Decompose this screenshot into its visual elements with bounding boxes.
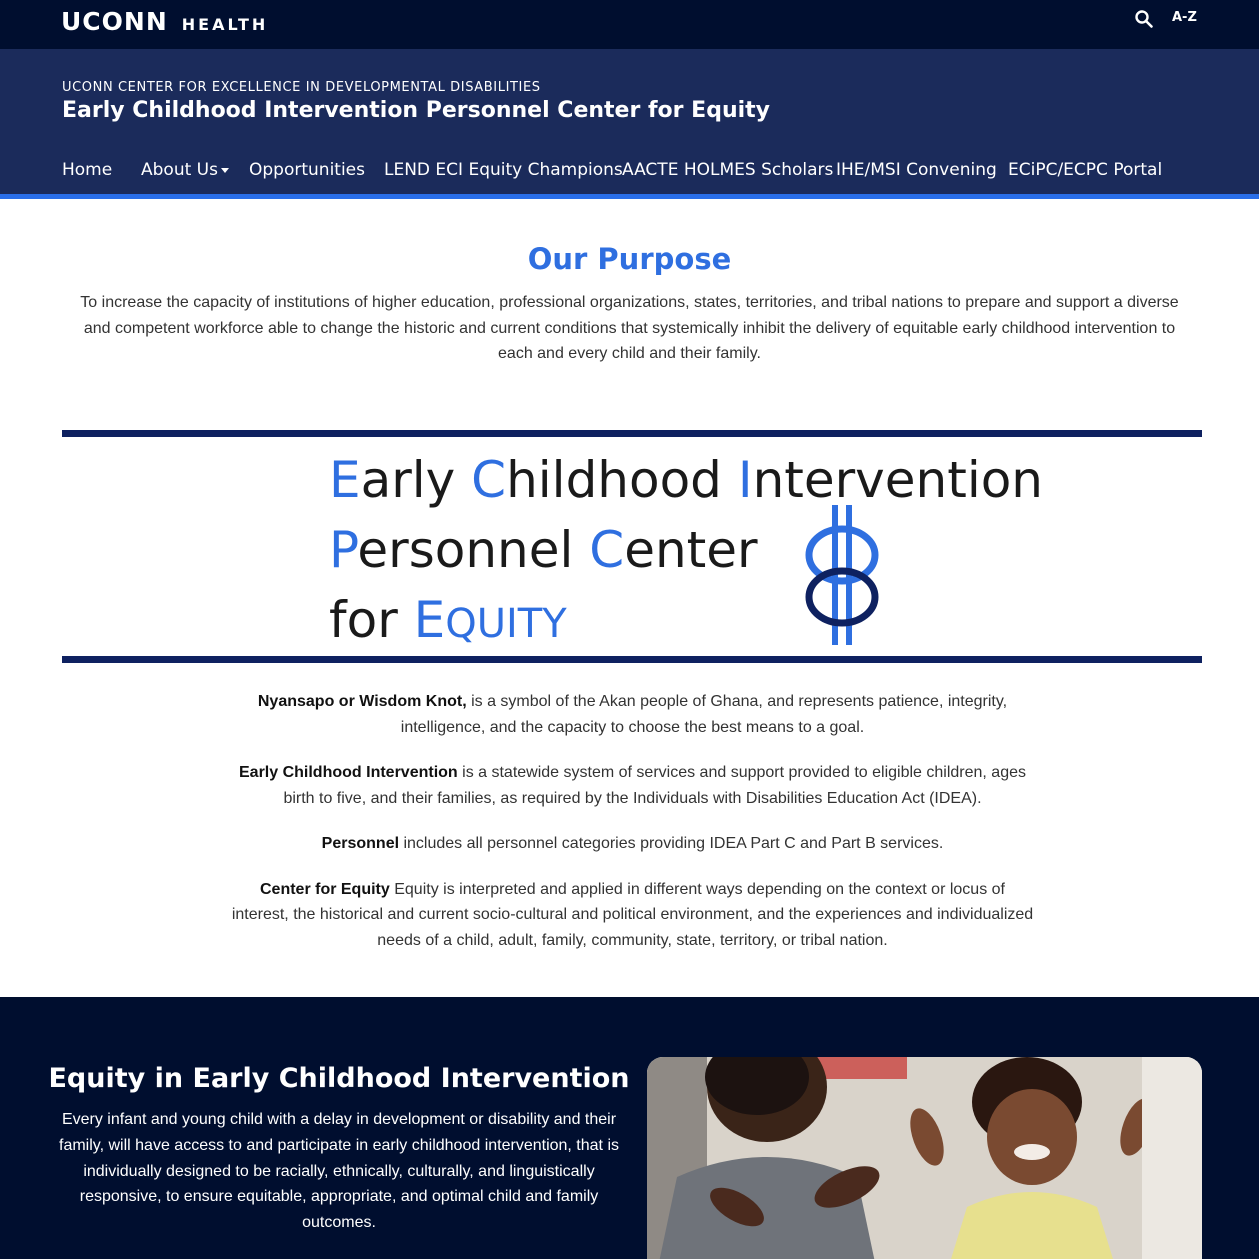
logo-top-rule [62, 430, 1202, 437]
definition-text: includes all personnel categories providing IDEA Part C and Part B services. [399, 835, 944, 852]
definition-term: Personnel [321, 835, 400, 852]
search-icon[interactable] [1134, 9, 1154, 29]
definition-term: Early Childhood Intervention [239, 764, 458, 781]
definition-text: is a symbol of the Akan people of Ghana, and represents patience, integrity, intelligence, and the capacity to choose the best means to a goal. [400, 693, 1008, 736]
a-z-index-link[interactable]: A-Z [1172, 10, 1197, 25]
definitions [230, 689, 1035, 973]
logo-cap: I [737, 451, 753, 509]
site-superheading[interactable]: UCONN CENTER FOR EXCELLENCE IN DEVELOPMENTAL DISABILITIES [62, 80, 541, 95]
definition-text: is a statewide system of services and support provided to eligible children, ages birth to five, and their families, as required by the Individuals with Disabilities Education Act (IDEA). [283, 764, 1026, 807]
nav-item-lend-eci-equity-champions[interactable]: LEND ECI Equity Champions [384, 160, 623, 180]
definition-term: Nyansapo or Wisdom Knot, [257, 693, 467, 710]
definition-item [230, 760, 1035, 811]
logo-cap: C [589, 521, 625, 579]
photo-illustration [647, 1057, 1202, 1259]
logo-word: hildhood [506, 451, 738, 509]
purpose-text: To increase the capacity of institutions of higher education, professional organizations, states, territories, and tribal nations to prepare and support a diverse and competent workforce able to change the historic and current conditions that systemically inhibit the delivery of equitable early childhood intervention to each and every child and their family. [80, 294, 1179, 362]
logo-word: ersonnel [357, 521, 590, 579]
adult-and-child-photo [647, 1057, 1202, 1259]
nav-item-ihe-msi-convening[interactable]: IHE/MSI Convening [836, 160, 997, 180]
nav-item-about-us-label: About Us [141, 160, 218, 180]
site-header [0, 49, 1259, 194]
logo-word: enter [624, 521, 758, 579]
brand-health: HEALTH [181, 15, 269, 34]
wisdom-knot-icon [797, 501, 887, 649]
logo-word: ntervention [752, 451, 1043, 509]
global-topbar [0, 0, 1259, 49]
logo-word: for [329, 591, 414, 649]
site-title[interactable]: Early Childhood Intervention Personnel Center for Equity [62, 98, 771, 123]
logo-cap: P [329, 521, 358, 579]
brand-uconn: UCONN [61, 7, 168, 36]
ecpc-equity-logo [62, 437, 1202, 657]
main-nav [0, 156, 1259, 186]
logo-cap: E [413, 591, 446, 649]
equity-heading: Equity in Early Childhood Intervention [48, 1063, 630, 1094]
logo-line-2 [329, 521, 758, 579]
definition-item [230, 877, 1035, 954]
nav-item-aacte-holmes-scholars[interactable]: AACTE HOLMES Scholars [622, 160, 834, 180]
logo-cap: C [471, 451, 507, 509]
equity-section [0, 997, 1259, 1259]
logo-line-1 [329, 451, 1043, 509]
definition-item [230, 689, 1035, 740]
logo-word: arly [360, 451, 472, 509]
logo-line-3 [329, 591, 567, 649]
logo-cap: E [329, 451, 361, 509]
definition-term: Center for Equity [259, 880, 390, 898]
nav-accent-bar [0, 194, 1259, 199]
nav-item-home[interactable]: Home [62, 160, 113, 180]
equity-text: Every infant and young child with a delay in development or disability and their family, will have access to and participate in early childhood intervention, that is individually designed to be racially, ethnically, culturally, and linguistically responsive, to ensure equitable, appropriate, and optimal child and family outcomes. [59, 1111, 619, 1232]
definition-item [230, 831, 1035, 857]
caret-down-icon [221, 168, 229, 173]
nav-item-about-us[interactable] [141, 160, 229, 180]
definition-text: Equity is interpreted and applied in different ways depending on the context or locus of interest, the historical and current socio-cultural and political environment, and the experiences and individualized needs of a child, adult, family, community, state, territory, or tribal nation. [231, 880, 1034, 949]
nav-item-opportunities[interactable]: Opportunities [249, 160, 365, 180]
logo-smallcaps: QUITY [445, 601, 567, 647]
purpose-heading: Our Purpose [527, 242, 732, 276]
logo-bottom-rule [62, 656, 1202, 663]
nav-item-ecipc-ecpc-portal[interactable]: ECiPC/ECPC Portal [1008, 160, 1163, 180]
uconn-health-logo[interactable] [61, 7, 268, 36]
